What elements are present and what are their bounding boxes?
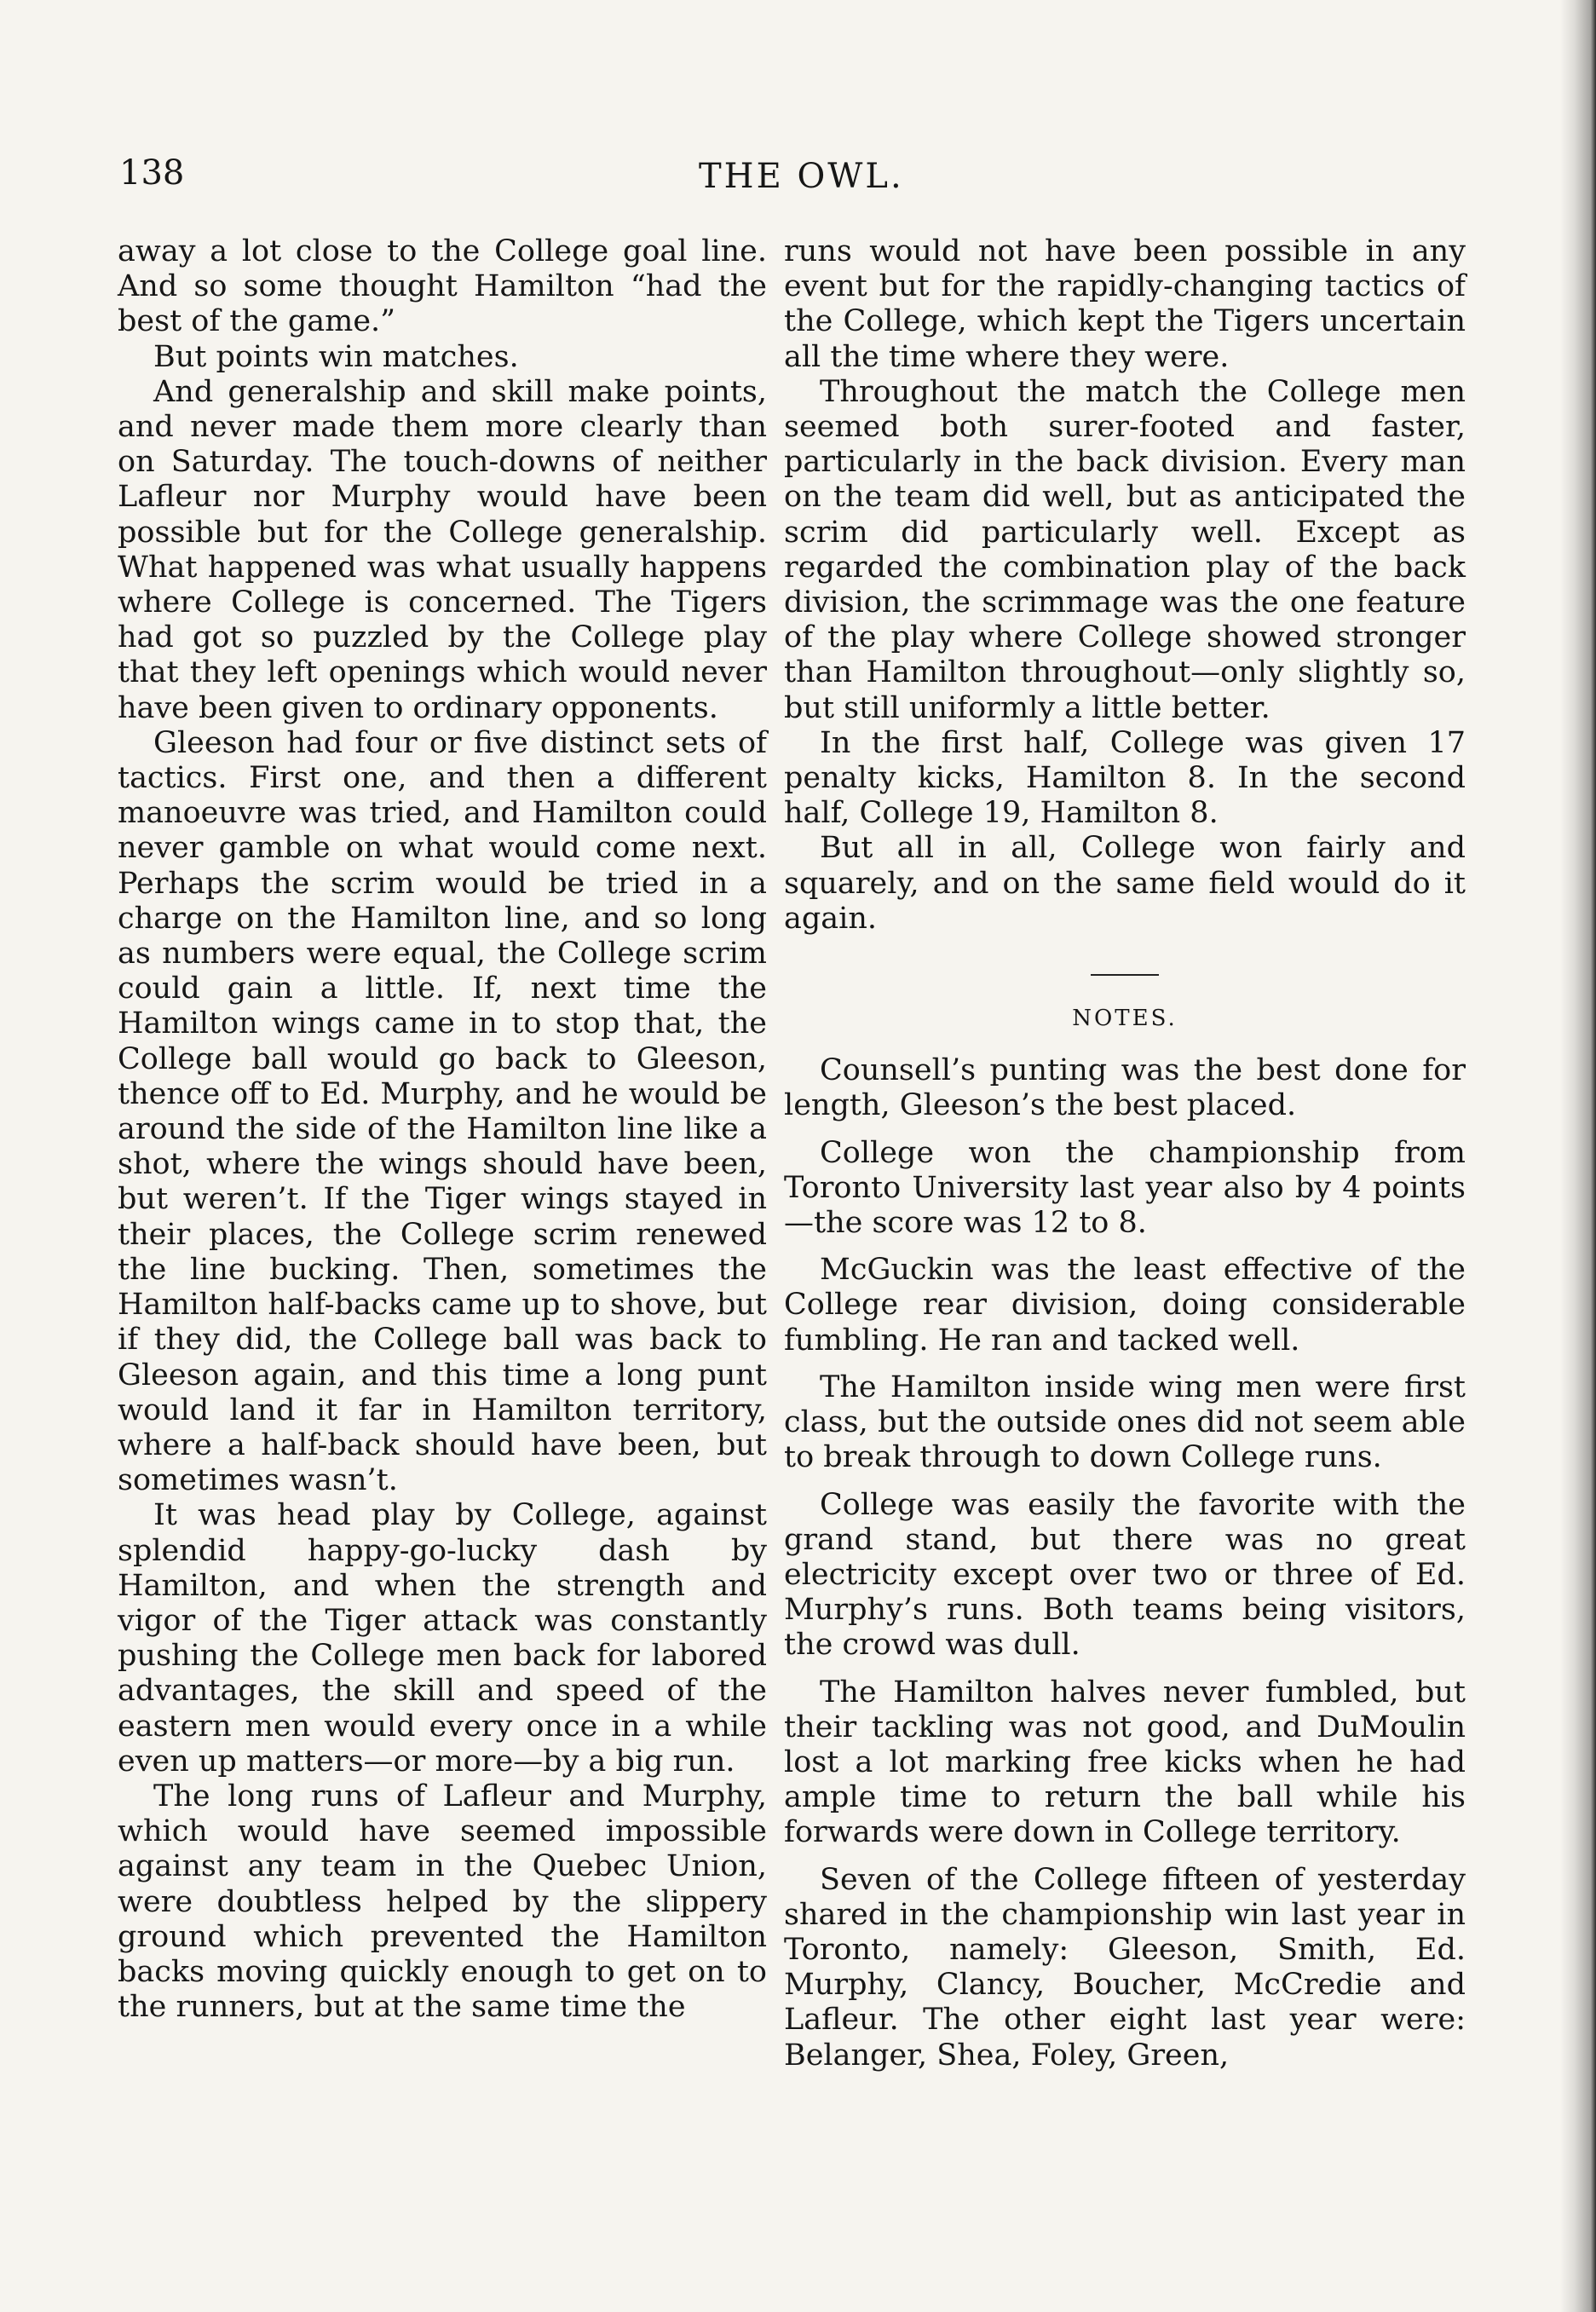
paragraph: The long runs of Lafleur and Murphy, which would have seemed impossible against any team in the Quebec Union, were doubtless helped by the slippery ground which prevented the Hamilton backs moving quickly enough to get on to the runners, but at the same time the: [118, 1779, 767, 2025]
note-item: Seven of the College fifteen of yesterday shared in the championship win last year in Toronto, namely: Gleeson, Smith, Ed. Murphy, Clancy, Boucher, McCredie and Lafleur. The other eight last year were: Belanger, Shea, Foley, Green,: [784, 1862, 1466, 2073]
paragraph: away a lot close to the College goal line. And so some thought Hamilton “had the best of the game.”: [118, 234, 767, 339]
paragraph: In the first half, College was given 17 penalty kicks, Hamilton 8. In the second half, College 19, Hamilton 8.: [784, 725, 1466, 831]
running-title: THE OWL.: [699, 157, 904, 196]
left-column: [118, 234, 767, 2025]
note-item: College won the championship from Toronto University last year also by 4 points—the score was 12 to 8.: [784, 1135, 1466, 1241]
page-number: 138: [119, 153, 185, 193]
note-item: The Hamilton halves never fumbled, but their tackling was not good, and DuMoulin lost a lot marking free kicks when he had ample time to return the ball while his forwards were down in College territory.: [784, 1675, 1466, 1850]
paragraph: It was head play by College, against splendid happy-go-lucky dash by Hamilton, and when the strength and vigor of the Tiger attack was constantly pushing the College men back for labored advantages, the skill and speed of the eastern men would every once in a while even up matters—or more—by a big run.: [118, 1498, 767, 1779]
paragraph: But points win matches.: [153, 339, 519, 374]
note-item: The Hamilton inside wing men were first class, but the outside ones did not seem able to break through to down College runs.: [784, 1369, 1466, 1475]
note-item: Counsell’s punting was the best done for length, Gleeson’s the best placed.: [784, 1053, 1466, 1123]
section-divider: [1091, 974, 1159, 976]
paragraph: Throughout the match the College men seemed both surer-footed and faster, particularly in the back division. Every man on the team did well, but as anticipated the scrim did particularly well. Except as regarded the combination play of the back division, the scrimmage was the one feature of the play where College showed stronger than Hamilton throughout—only slightly so, but still uniformly a little better.: [784, 374, 1466, 725]
paragraph: Gleeson had four or five distinct sets of tactics. First one, and then a different manoeuvre was tried, and Hamilton could never gamble on what would come next. Perhaps the scrim would be tried in a charge on the Hamilton line, and so long as numbers were equal, the College scrim could gain a little. If, next time the Hamilton wings came in to stop that, the College ball would go back to Gleeson, thence off to Ed. Murphy, and he would be around the side of the Hamilton line like a shot, where the wings should have been, but weren’t. If the Tiger wings stayed in their places, the College scrim renewed the line bucking. Then, sometimes the Hamilton half-backs came up to shove, but if they did, the College ball was back to Gleeson again, and this time a long punt would land it far in Hamilton territory, where a half-back should have been, but sometimes wasn’t.: [118, 725, 767, 1498]
notes-heading: NOTES.: [1072, 1006, 1178, 1032]
note-item: College was easily the favorite with the grand stand, but there was no great electricity except over two or three of Ed. Murphy’s runs. Both teams being visitors, the crowd was dull.: [784, 1487, 1466, 1663]
paragraph: runs would not have been possible in any event but for the rapidly-changing tactics of the College, which kept the Tigers uncertain all the time where they were.: [784, 234, 1466, 374]
note-item: McGuckin was the least effective of the College rear division, doing considerable fumbling. He ran and tacked well.: [784, 1253, 1466, 1358]
page-edge-shadow: [1560, 0, 1596, 2312]
right-column: [784, 234, 1466, 2085]
page-header: [119, 153, 1449, 205]
paragraph: And generalship and skill make points, and never made them more clearly than on Saturday. The touch-downs of neither Lafleur nor Murphy would have been possible but for the College generalship. What happened was what usually happens where College is concerned. The Tigers had got so puzzled by the College play that they left openings which would never have been given to ordinary opponents.: [118, 374, 767, 725]
paragraph: But all in all, College won fairly and squarely, and on the same field would do it again.: [784, 831, 1466, 936]
